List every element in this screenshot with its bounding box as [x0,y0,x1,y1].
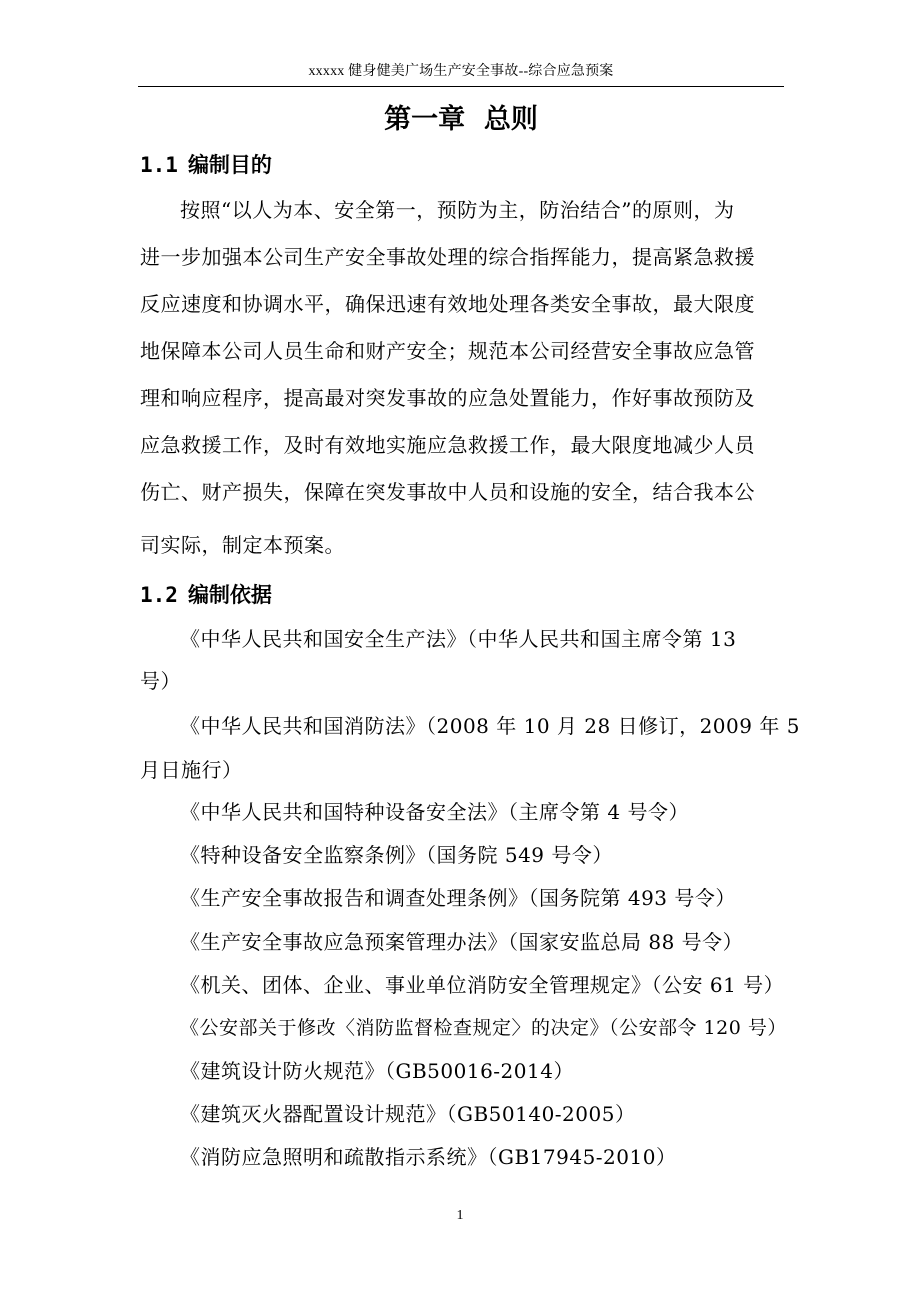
paragraph-line: 司实际，制定本预案。 [140,533,345,557]
section-title: 编制目的 [187,153,272,177]
reference-item: 《生产安全事故报告和调查处理条例》（国务院第 493 号令） [180,886,736,910]
reference-item: 《中华人民共和国特种设备安全法》（主席令第 4 号令） [180,800,689,824]
reference-item-continued: 月日施行） [140,758,243,782]
section-heading-1-1 [140,150,272,180]
section-number: 1.2 [140,583,178,607]
chapter-title: 第一章 总则 [384,104,538,135]
reference-item: 《消防应急照明和疏散指示系统》（GB17945-2010） [180,1145,677,1169]
header-divider [138,86,784,87]
running-header: xxxxx 健身健美广场生产安全事故--综合应急预案 [308,64,614,79]
reference-item: 《建筑灭火器配置设计规范》（GB50140-2005） [180,1102,636,1126]
paragraph-line: 应急救援工作，及时有效地实施应急救援工作，最大限度地减少人员 [140,433,755,457]
paragraph-line: 进一步加强本公司生产安全事故处理的综合指挥能力，提高紧急救援 [140,245,755,269]
reference-item: 《生产安全事故应急预案管理办法》（国家安监总局 88 号令） [180,930,744,954]
paragraph-line: 按照“以人为本、安全第一，预防为主，防治结合”的原则，为 [180,198,735,222]
reference-item: 《建筑设计防火规范》（GB50016-2014） [180,1059,574,1083]
section-heading-1-2 [140,580,272,610]
reference-item-continued: 号） [140,669,181,693]
section-title: 编制依据 [187,583,272,607]
reference-item: 《中华人民共和国消防法》（2008 年 10 月 28 日修订，2009 年 5 [180,714,800,738]
reference-item: 《公安部关于修改〈消防监督检查规定〉的决定》（公安部令 120 号） [180,1017,787,1039]
page-number: 1 [456,1208,464,1223]
paragraph-line: 理和响应程序，提高最对突发事故的应急处置能力，作好事故预防及 [140,386,755,410]
reference-item: 《机关、团体、企业、事业单位消防安全管理规定》（公安 61 号） [180,973,785,997]
paragraph-line: 地保障本公司人员生命和财产安全；规范本公司经营安全事故应急管 [140,339,755,363]
paragraph-line: 反应速度和协调水平，确保迅速有效地处理各类安全事故，最大限度 [140,292,755,316]
reference-item: 《特种设备安全监察条例》（国务院 549 号令） [180,843,613,867]
reference-item: 《中华人民共和国安全生产法》（中华人民共和国主席令第 13 [180,627,737,651]
section-number: 1.1 [140,153,178,177]
paragraph-line: 伤亡、财产损失，保障在突发事故中人员和设施的安全，结合我本公 [140,480,755,504]
